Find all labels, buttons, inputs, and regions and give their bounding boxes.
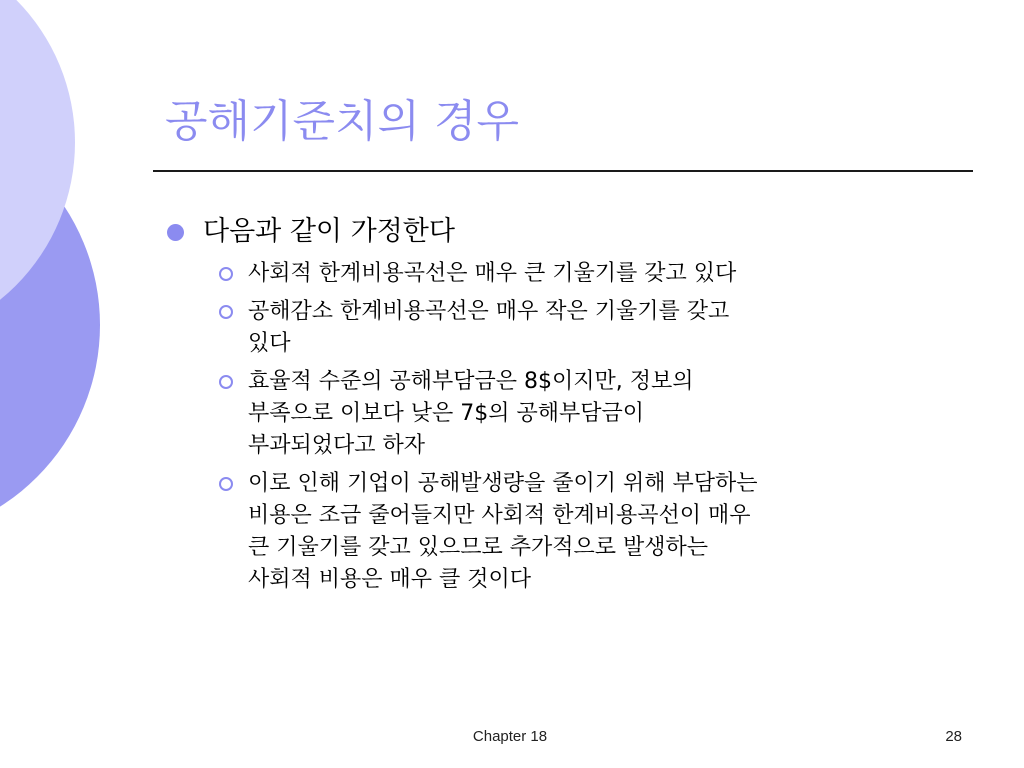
disc-bullet-icon bbox=[167, 224, 184, 241]
sub-bullet-line: 효율적 수준의 공해부담금은 8$이지만, 정보의 bbox=[248, 369, 694, 394]
ring-bullet-icon bbox=[219, 477, 233, 491]
sub-bullet-item bbox=[215, 258, 965, 290]
sub-bullet-line: 공해감소 한계비용곡선은 매우 작은 기울기를 갖고 bbox=[248, 299, 730, 324]
bullet-item bbox=[165, 212, 965, 252]
sub-bullet-line: 부족으로 이보다 낮은 7$의 공해부담금이 bbox=[248, 401, 644, 426]
footer-page-number: 28 bbox=[945, 728, 962, 745]
bullet-text: 다음과 같이 가정한다 bbox=[203, 216, 455, 247]
slide-content bbox=[165, 212, 965, 602]
sub-bullet-item bbox=[215, 468, 965, 596]
sub-bullet-line: 비용은 조금 줄어들지만 사회적 한계비용곡선이 매우 bbox=[248, 503, 751, 528]
sub-bullet-item bbox=[215, 296, 965, 360]
footer-chapter: Chapter 18 bbox=[472, 728, 548, 745]
ring-bullet-icon bbox=[219, 305, 233, 319]
sub-bullet-line: 있다 bbox=[248, 331, 291, 356]
sub-bullet-line: 이로 인해 기업이 공해발생량을 줄이기 위해 부담하는 bbox=[248, 471, 758, 496]
sub-bullet-list bbox=[165, 258, 965, 596]
sub-bullet-line: 사회적 한계비용곡선은 매우 큰 기울기를 갖고 있다 bbox=[248, 261, 737, 286]
sub-bullet-item bbox=[215, 366, 965, 462]
ring-bullet-icon bbox=[219, 267, 233, 281]
sub-bullet-line: 사회적 비용은 매우 클 것이다 bbox=[248, 567, 531, 592]
sub-bullet-line: 큰 기울기를 갖고 있으므로 추가적으로 발생하는 bbox=[248, 535, 709, 560]
slide-title: 공해기준치의 경우 bbox=[165, 96, 520, 147]
title-divider bbox=[153, 170, 973, 172]
sub-bullet-line: 부과되었다고 하자 bbox=[248, 433, 426, 458]
ring-bullet-icon bbox=[219, 375, 233, 389]
